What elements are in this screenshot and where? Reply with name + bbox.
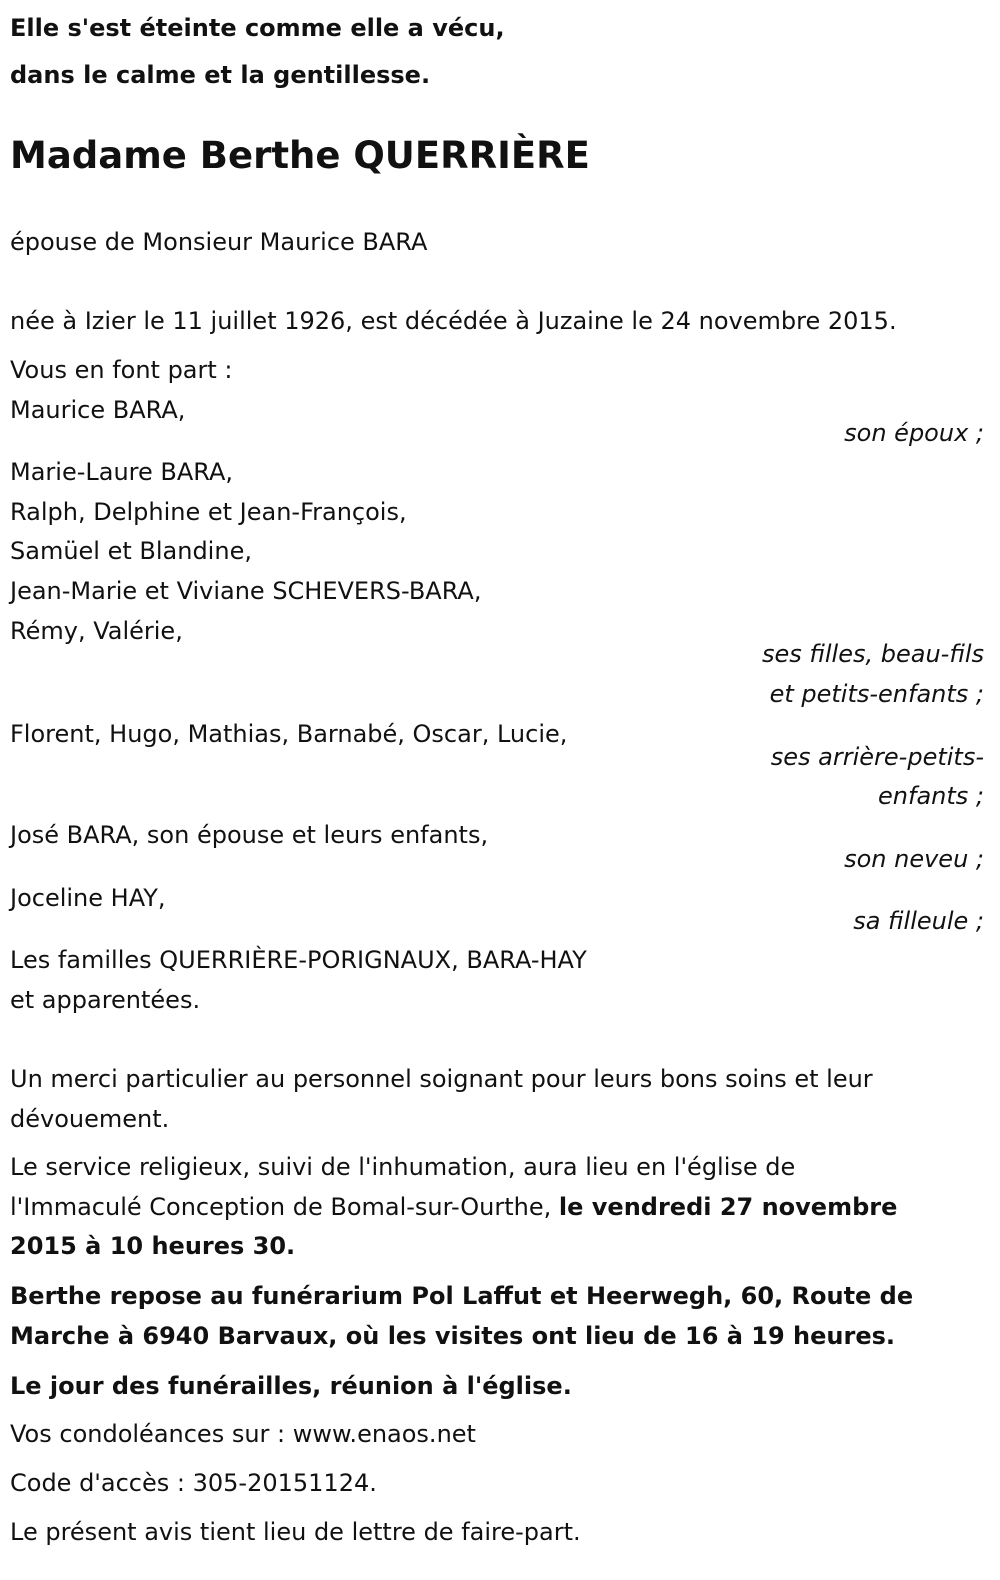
announcer-name: Ralph, Delphine et Jean-François, bbox=[10, 498, 407, 526]
service-location: l'Immaculé Conception de Bomal-sur-Ourthe, bbox=[10, 1193, 559, 1221]
announcer-name: Les familles QUERRIÈRE-PORIGNAUX, BARA-HAY bbox=[10, 946, 587, 974]
announcer-name: Jean-Marie et Viviane SCHEVERS-BARA, bbox=[10, 577, 482, 605]
announcer-name: José BARA, son épouse et leurs enfants, bbox=[10, 821, 489, 849]
announcer-relation: ses filles, beau-fils bbox=[761, 640, 984, 668]
announcer-name: et apparentées. bbox=[10, 986, 201, 1014]
thanks-line-2: dévouement. bbox=[10, 1105, 170, 1133]
announcer-relation: son époux ; bbox=[844, 419, 984, 447]
announcers-intro: Vous en font part : bbox=[10, 356, 233, 384]
announcer-name: Maurice BARA, bbox=[10, 396, 186, 424]
deceased-name: Madame Berthe QUERRIÈRE bbox=[10, 134, 590, 177]
access-code-line: Code d'accès : 305-20151124. bbox=[10, 1469, 377, 1497]
announcer-relation: et petits-enfants ; bbox=[769, 680, 984, 708]
announcer-name: Joceline HAY, bbox=[10, 884, 166, 912]
spouse-line: épouse de Monsieur Maurice BARA bbox=[10, 228, 428, 256]
rest-line-2: Marche à 6940 Barvaux, où les visites ont lieu de 16 à 19 heures. bbox=[10, 1322, 896, 1350]
service-line-1: Le service religieux, suivi de l'inhumation, aura lieu en l'église de bbox=[10, 1153, 796, 1181]
condolences-line: Vos condoléances sur : www.enaos.net bbox=[10, 1420, 476, 1448]
announcer-relation: sa filleule ; bbox=[853, 907, 984, 935]
service-line-2 bbox=[10, 1187, 897, 1227]
birth-death-line: née à Izier le 11 juillet 1926, est décédée à Juzaine le 24 novembre 2015. bbox=[10, 307, 897, 335]
rest-line-1: Berthe repose au funérarium Pol Laffut et Heerwegh, 60, Route de bbox=[10, 1282, 914, 1310]
epigraph-line-2: dans le calme et la gentillesse. bbox=[10, 61, 431, 89]
announcer-name: Samüel et Blandine, bbox=[10, 537, 252, 565]
epigraph-line-1: Elle s'est éteinte comme elle a vécu, bbox=[10, 14, 505, 42]
announcer-name: Rémy, Valérie, bbox=[10, 617, 183, 645]
announcer-name: Marie-Laure BARA, bbox=[10, 458, 234, 486]
announcer-relation: ses arrière-petits- bbox=[770, 743, 984, 771]
announcer-relation: enfants ; bbox=[878, 782, 984, 810]
service-time: 2015 à 10 heures 30. bbox=[10, 1232, 296, 1260]
thanks-line-1: Un merci particulier au personnel soignant pour leurs bons soins et leur bbox=[10, 1065, 873, 1093]
notice-line: Le présent avis tient lieu de lettre de faire-part. bbox=[10, 1518, 581, 1546]
funeral-day: Le jour des funérailles, réunion à l'église. bbox=[10, 1372, 572, 1400]
announcer-name: Florent, Hugo, Mathias, Barnabé, Oscar, Lucie, bbox=[10, 720, 568, 748]
announcer-relation: son neveu ; bbox=[844, 845, 984, 873]
service-date: le vendredi 27 novembre bbox=[558, 1193, 898, 1221]
